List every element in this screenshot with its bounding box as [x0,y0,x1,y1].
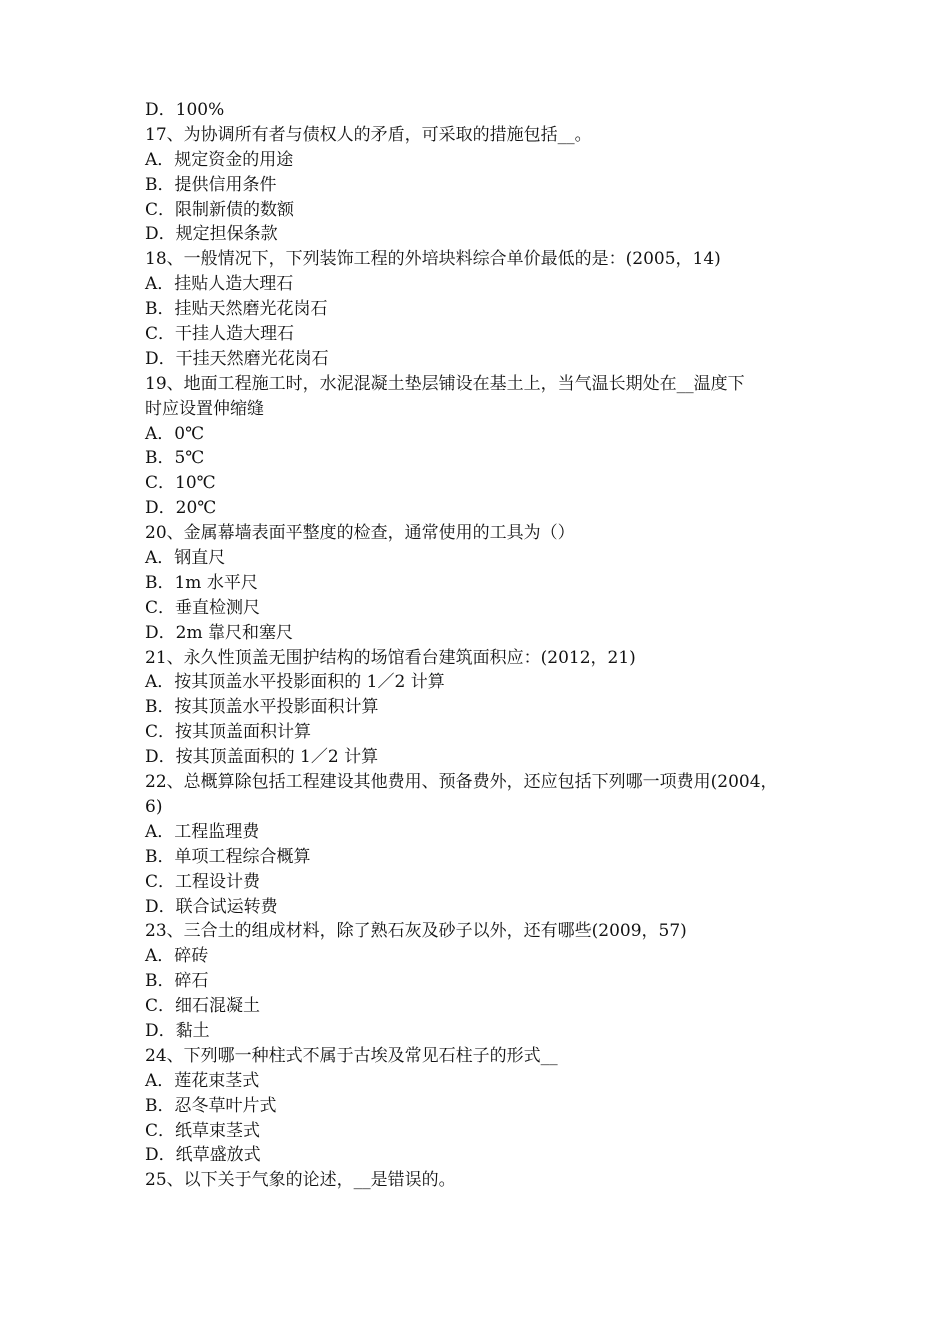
option-d-q16: D．100% [145,100,225,120]
option-c-q23: C．细石混凝土 [145,996,261,1017]
option-b-q21: B．按其顶盖水平投影面积计算 [145,697,379,718]
option-b-q20: B．1m 水平尺 [145,572,258,593]
option-c-q20: C．垂直检测尺 [145,597,261,618]
option-c-q19: C．10℃ [145,473,216,494]
option-d-q18: D．干挂天然磨光花岗石 [145,348,329,369]
option-b-q19: B．5℃ [145,448,205,469]
option-b-q17: B．提供信用条件 [145,174,277,195]
option-a-q21: A．按其顶盖水平投影面积的 1／2 计算 [145,672,445,693]
option-c-q17: C．限制新债的数额 [145,199,295,220]
question-21: 21、永久性顶盖无围护结构的场馆看台建筑面积应：(2012，21) [145,647,636,668]
option-b-q18: B．挂贴天然磨光花岗石 [145,299,328,320]
option-a-q20: A．钢直尺 [145,548,226,569]
question-19: 19、地面工程施工时，水泥混凝土垫层铺设在基土上，当气温长期处在__温度下 [145,373,745,394]
option-c-q24: C．纸草束茎式 [145,1120,261,1141]
option-b-q24: B．忍冬草叶片式 [145,1095,277,1116]
question-22: 22、总概算除包括工程建设其他费用、预备费外，还应包括下列哪一项费用(2004， [145,772,778,793]
question-19-continued: 时应设置伸缩缝 [145,398,264,419]
option-c-q22: C．工程设计费 [145,871,261,892]
option-a-q22: A．工程监理费 [145,821,260,842]
option-a-q23: A．碎砖 [145,946,209,967]
option-d-q20: D．2m 靠尺和塞尺 [145,622,293,643]
option-d-q23: D．黏土 [145,1020,210,1041]
option-c-q18: C．干挂人造大理石 [145,324,295,345]
question-23: 23、三合土的组成材料，除了熟石灰及砂子以外，还有哪些(2009，57) [145,921,687,942]
option-d-q22: D．联合试运转费 [145,896,278,917]
option-a-q17: A．规定资金的用途 [145,149,294,170]
question-17: 17、为协调所有者与债权人的矛盾，可采取的措施包括__。 [145,124,592,145]
option-d-q19: D．20℃ [145,498,217,519]
option-c-q21: C．按其顶盖面积计算 [145,722,312,743]
question-22-continued: 6) [145,796,163,817]
option-a-q24: A．莲花束茎式 [145,1070,260,1091]
option-d-q21: D．按其顶盖面积的 1／2 计算 [145,747,379,768]
question-25: 25、以下关于气象的论述，__是错误的。 [145,1170,456,1191]
question-24: 24、下列哪一种柱式不属于古埃及常见石柱子的形式__ [145,1045,558,1066]
question-20: 20、金属幕墙表面平整度的检查，通常使用的工具为（） [145,523,575,544]
option-d-q24: D．纸草盛放式 [145,1145,261,1166]
option-a-q19: A．0℃ [145,423,205,444]
option-b-q23: B．碎石 [145,971,209,992]
question-18: 18、一般情况下，下列装饰工程的外培块料综合单价最低的是：(2005，14) [145,249,721,270]
document-page [145,98,810,1193]
option-a-q18: A．挂贴人造大理石 [145,274,294,295]
option-b-q22: B．单项工程综合概算 [145,846,311,867]
option-d-q17: D．规定担保条款 [145,224,278,245]
